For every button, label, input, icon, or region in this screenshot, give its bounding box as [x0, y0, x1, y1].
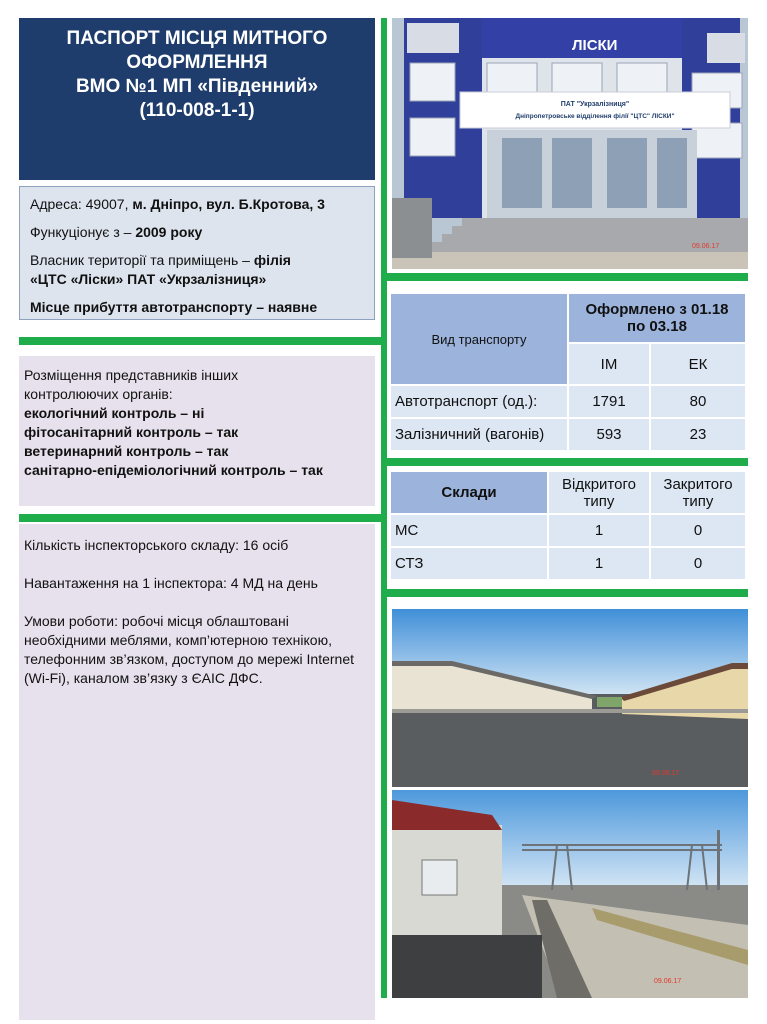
open-value: 1: [548, 514, 650, 547]
brand-logo: ЛІСКИ: [572, 37, 618, 54]
ek-value: 80: [650, 385, 746, 418]
sign-text: Дніпропетровське відділення філії "ЦТС" ЛІСКИ": [515, 113, 675, 120]
period-line: по 03.18: [627, 318, 687, 335]
since-line: [30, 223, 364, 242]
warehouse-table: [389, 470, 747, 581]
rail-platform-photo: [392, 790, 748, 998]
organs-panel: [19, 356, 375, 506]
closed-value: 0: [650, 547, 746, 580]
row-label: Автотранспорт (од.):: [390, 385, 568, 418]
sign-text: ПАТ "Укрзалізниця": [560, 101, 630, 108]
address-label: Адреса: 49007,: [30, 196, 133, 212]
vertical-divider: [381, 18, 387, 998]
organs-intro: контролюючих органів:: [24, 386, 173, 402]
transport-type-header: Вид транспорту: [390, 293, 568, 385]
table-row: [390, 418, 746, 451]
divider: [387, 458, 748, 466]
owner-line: [30, 251, 364, 289]
photo-date: 09.06.17: [652, 770, 680, 777]
warehouse-name: СТЗ: [390, 547, 548, 580]
open-type-header: Відкритого типу: [548, 471, 650, 514]
address-line: [30, 195, 364, 214]
divider: [19, 337, 381, 345]
warehouse-header: Склади: [390, 471, 548, 514]
staff-count: Кількість інспекторського складу: 16 осіб: [24, 537, 289, 553]
owner-value: філія: [253, 252, 291, 268]
ek-value: 23: [650, 418, 746, 451]
divider: [19, 514, 381, 522]
period-line: Оформлено з 01.18: [585, 301, 729, 318]
photo-date: 09.06.17: [692, 243, 720, 250]
closed-type-header: Закритого типу: [650, 471, 746, 514]
table-row: [390, 547, 746, 580]
organs-intro: Розміщення представників інших: [24, 367, 239, 383]
period-header: [568, 293, 746, 343]
page-title: [19, 18, 375, 180]
arrival-line: [30, 298, 364, 317]
title-line: ПАСПОРТ МІСЦЯ МИТНОГО: [66, 28, 328, 49]
divider: [387, 273, 748, 281]
address-panel: [19, 186, 375, 320]
table-row: [390, 514, 746, 547]
title-line: ОФОРМЛЕННЯ: [126, 52, 268, 73]
im-value: 593: [568, 418, 650, 451]
organs-item: ветеринарний контроль – так: [24, 443, 229, 459]
organs-item: фітосанітарний контроль – так: [24, 424, 239, 440]
address-value: м. Дніпро, вул. Б.Кротова, 3: [132, 196, 325, 212]
organs-item: екологічний контроль – ні: [24, 405, 205, 421]
inspectors-panel: [19, 524, 375, 1020]
row-label: Залізничний (вагонів): [390, 418, 568, 451]
photo-date: 09.06.17: [654, 978, 682, 985]
im-header: ІМ: [568, 343, 650, 385]
since-value: 2009 року: [135, 224, 203, 240]
im-value: 1791: [568, 385, 650, 418]
organs-item: санітарно-епідеміологічний контроль – так: [24, 462, 323, 478]
divider: [387, 589, 748, 597]
work-conditions: Умови роботи: робочі місця облаштовані необхідними меблями, комп’ютерною технікою, телефонним зв’язком, доступом до мережі Internet (Wi-Fi), каналом зв’язку з ЄАІС ДФС.: [24, 613, 354, 686]
open-value: 1: [548, 547, 650, 580]
building-photo: [392, 18, 748, 269]
inspector-load: Навантаження на 1 інспектора: 4 МД на день: [24, 575, 318, 591]
arrival-text: Місце прибуття автотранспорту – наявне: [30, 299, 318, 315]
warehouse-name: МС: [390, 514, 548, 547]
transport-table: [389, 292, 747, 452]
table-row: [390, 385, 746, 418]
owner-label: Власник території та приміщень –: [30, 252, 254, 268]
since-label: Функуціонує з –: [30, 224, 136, 240]
closed-value: 0: [650, 514, 746, 547]
title-line: (110-008-1-1): [139, 100, 255, 121]
yard-photo: [392, 609, 748, 787]
title-line: ВМО №1 МП «Південний»: [75, 76, 319, 97]
ek-header: ЕК: [650, 343, 746, 385]
owner-value: «ЦТС «Ліски» ПАТ «Укрзалізниця»: [30, 271, 267, 287]
